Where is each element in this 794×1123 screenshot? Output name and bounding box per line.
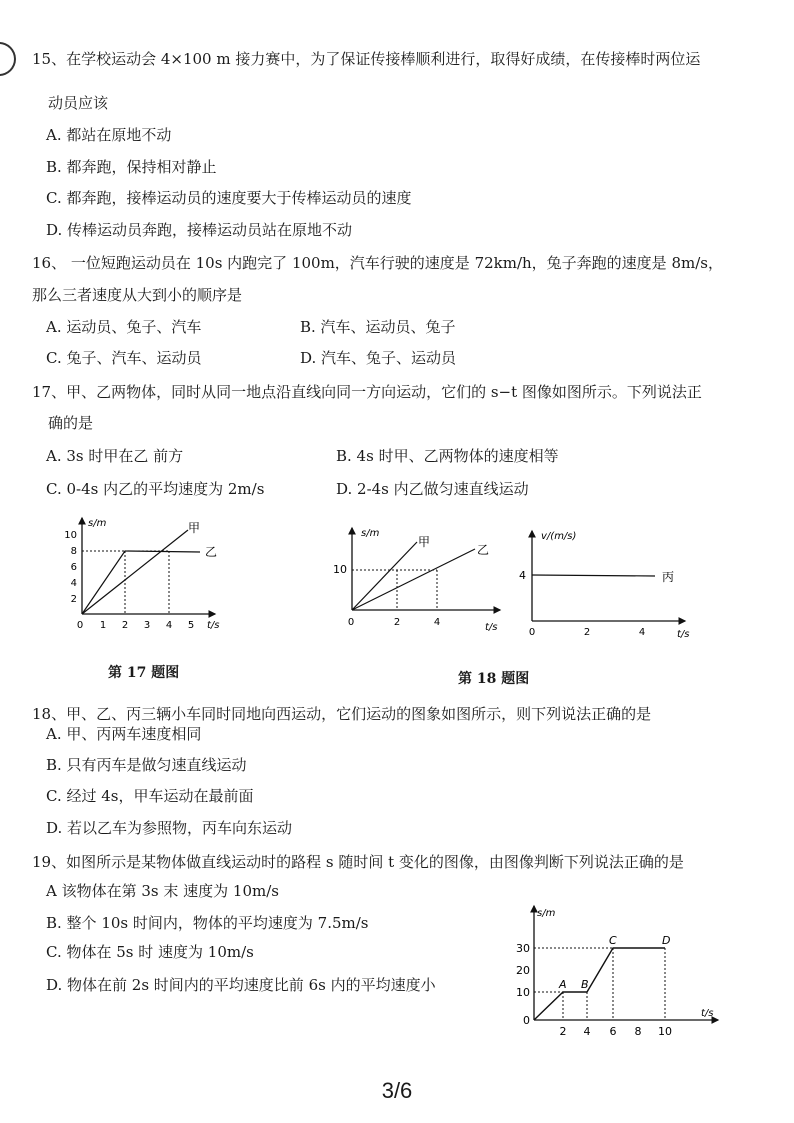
- fig17-ytick: 4: [70, 578, 77, 589]
- q16-stem: 16、 一位短跑运动员在 10s 内跑完了 100m，汽车行驶的速度是 72km/h，兔子奔跑的速度是 8m/s，: [32, 254, 723, 272]
- fig18-v-xlabel: t/s: [677, 629, 690, 640]
- fig19-xtick: 10: [658, 1025, 672, 1038]
- fig19-xlabel: t/s: [701, 1008, 714, 1019]
- q16-option-b: B. 汽车、运动员、兔子: [300, 318, 456, 336]
- figure-18-vt-graph: [515, 525, 700, 640]
- page-number: 3/6: [381, 1078, 413, 1103]
- fig18-v-ytick: 4: [519, 569, 526, 582]
- fig17-ytick: 2: [70, 594, 77, 605]
- q17-option-b: B. 4s 时甲、乙两物体的速度相等: [336, 447, 559, 465]
- fig19-point-c: C: [609, 934, 617, 947]
- fig18-s-xtick: 0: [347, 617, 355, 628]
- q17-stem-cont: 确的是: [48, 414, 94, 432]
- fig17-line-yi: [82, 551, 200, 614]
- fig19-xtick: 4: [583, 1025, 591, 1038]
- fig19-point-d: D: [662, 934, 671, 947]
- q15-option-a: A. 都站在原地不动: [46, 126, 172, 144]
- q18-option-b: B. 只有丙车是做匀速直线运动: [46, 756, 247, 774]
- figure-18-caption: 第 18 题图: [458, 671, 530, 687]
- fig19-xtick: 2: [559, 1025, 567, 1038]
- figure-17-caption: 第 17 题图: [108, 665, 180, 681]
- fig18-s-xlabel: t/s: [485, 622, 498, 633]
- fig18-label-yi: 乙: [477, 543, 490, 557]
- q17-option-a: A. 3s 时甲在乙 前方: [46, 447, 184, 465]
- fig19-xtick: 8: [634, 1025, 642, 1038]
- fig17-line-jia: [82, 530, 188, 614]
- q18-option-a: A. 甲、丙两车速度相同: [46, 725, 202, 743]
- fig19-ytick: 0: [523, 1014, 530, 1027]
- fig17-label-jia: 甲: [188, 521, 201, 535]
- q19-option-c: C. 物体在 5s 时 速度为 10m/s: [46, 943, 254, 961]
- fig18-v-xtick: 0: [528, 627, 536, 638]
- fig18-label-bing: 丙: [662, 570, 675, 584]
- fig17-ytick: 6: [70, 562, 77, 573]
- fig19-ytick: 20: [516, 964, 530, 977]
- fig18-line-bing: [532, 575, 655, 576]
- q18-option-c: C. 经过 4s，甲车运动在最前面: [46, 787, 254, 805]
- fig18-s-ytick: 10: [333, 563, 347, 576]
- q16-option-d: D. 汽车、兔子、运动员: [300, 349, 457, 367]
- q15-option-c: C. 都奔跑，接棒运动员的速度要大于传棒运动员的速度: [46, 189, 412, 207]
- fig19-ytick: 10: [516, 986, 530, 999]
- fig17-label-yi: 乙: [205, 545, 218, 559]
- fig18-s-xtick: 4: [433, 617, 441, 628]
- q17-option-d: D. 2-4s 内乙做匀速直线运动: [336, 480, 529, 498]
- handwritten-mark: [0, 42, 16, 76]
- q16-option-c: C. 兔子、汽车、运动员: [46, 349, 202, 367]
- fig18-label-jia: 甲: [418, 535, 431, 549]
- q15-option-b: B. 都奔跑，保持相对静止: [46, 158, 217, 176]
- fig18-v-ylabel: v/(m/s): [541, 531, 577, 542]
- q19-option-b: B. 整个 10s 时间内，物体的平均速度为 7.5m/s: [46, 914, 369, 932]
- fig19-xtick: 6: [609, 1025, 617, 1038]
- q17-option-c: C. 0-4s 内乙的平均速度为 2m/s: [46, 480, 265, 498]
- fig18-line-yi: [352, 549, 475, 610]
- fig18-s-ylabel: s/m: [361, 528, 380, 539]
- fig18-s-xtick: 2: [393, 617, 401, 628]
- fig19-ylabel: s/m: [537, 908, 556, 919]
- fig17-ytick: 10: [64, 530, 77, 541]
- q16-option-a: A. 运动员、兔子、汽车: [46, 318, 202, 336]
- fig17-ylabel: s/m: [88, 518, 107, 529]
- fig18-v-xtick: 4: [638, 627, 646, 638]
- q18-option-d: D. 若以乙车为参照物，丙车向东运动: [46, 819, 293, 837]
- fig19-point-b: B: [581, 978, 589, 991]
- fig18-v-xtick: 2: [583, 627, 591, 638]
- q15-option-d: D. 传棒运动员奔跑，接棒运动员站在原地不动: [46, 221, 353, 239]
- figure-18-st-graph: [335, 522, 515, 637]
- fig17-ytick: 8: [70, 546, 77, 557]
- fig17-xtick: 4: [165, 620, 173, 631]
- fig19-ytick: 30: [516, 942, 530, 955]
- q17-stem: 17、甲、乙两物体，同时从同一地点沿直线向同一方向运动，它们的 s−t 图像如图所示。下列说法正: [32, 383, 702, 401]
- q15-stem-cont: 动员应该: [48, 94, 109, 112]
- q15-stem: 15、在学校运动会 4×100 m 接力赛中，为了保证传接棒顺利进行，取得好成绩，在传接棒时两位运: [32, 50, 701, 68]
- q16-stem-cont: 那么三者速度从大到小的顺序是: [32, 286, 243, 304]
- fig17-xlabel: t/s: [207, 620, 220, 631]
- fig17-xtick: 1: [99, 620, 107, 631]
- figure-19-st-graph: [508, 898, 728, 1048]
- fig17-xtick: 5: [187, 620, 195, 631]
- q19-option-d: D. 物体在前 2s 时间内的平均速度比前 6s 内的平均速度小: [46, 976, 436, 994]
- fig17-xtick: 0: [76, 620, 84, 631]
- q18-stem: 18、甲、乙、丙三辆小车同时同地向西运动，它们运动的图象如图所示，则下列说法正确的是: [32, 705, 652, 723]
- fig19-point-a: A: [559, 978, 567, 991]
- fig17-xtick: 3: [143, 620, 151, 631]
- q19-stem: 19、如图所示是某物体做直线运动时的路程 s 随时间 t 变化的图像，由图像判断下列说法正确的是: [32, 853, 684, 871]
- q19-option-a: A 该物体在第 3s 末 速度为 10m/s: [46, 882, 279, 900]
- fig19-line: [534, 948, 665, 1020]
- fig17-xtick: 2: [121, 620, 129, 631]
- figure-17-st-graph: [55, 510, 235, 635]
- fig18-line-jia: [352, 542, 417, 610]
